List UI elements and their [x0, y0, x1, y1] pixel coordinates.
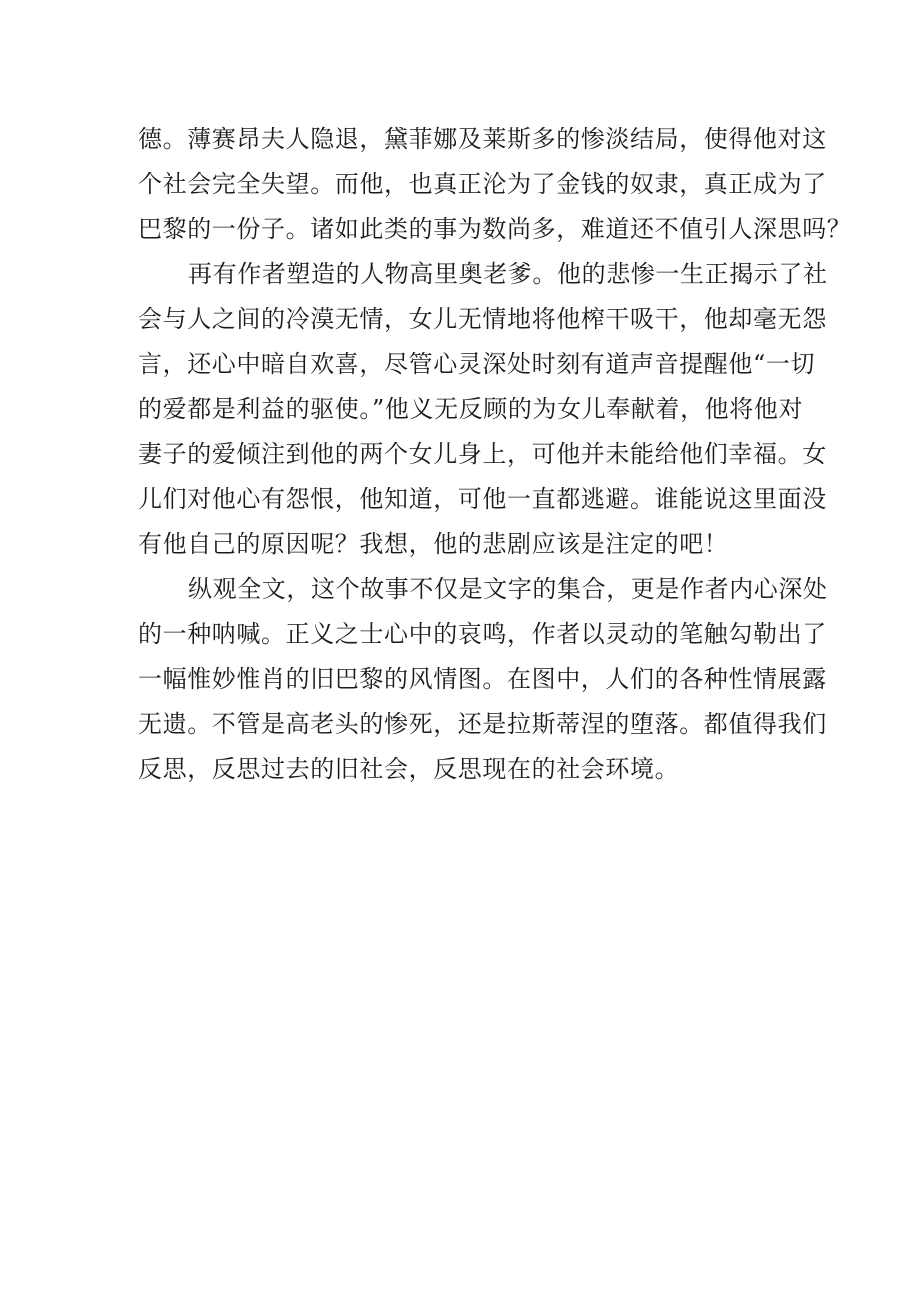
paragraph-3	[138, 567, 828, 792]
paragraph-line: 德。薄赛昂夫人隐退，黛菲娜及莱斯多的惨淡结局，使得他对这	[138, 125, 827, 153]
paragraph-1	[138, 117, 852, 252]
paragraph-line: 的爱都是利益的驱使。”他义无反顾的为女儿奉献着，他将他对	[138, 395, 804, 423]
paragraph-line: 反思，反思过去的旧社会，反思现在的社会环境。	[138, 755, 680, 783]
paragraph-line: 巴黎的一份子。诸如此类的事为数尚多，难道还不值引人深思吗？	[138, 215, 852, 243]
paragraph-line: 个社会完全失望。而他，也真正沦为了金钱的奴隶，真正成为了	[138, 170, 827, 198]
paragraph-line: 妻子的爱倾注到他的两个女儿身上，可他并未能给他们幸福。女	[138, 440, 827, 468]
paragraph-line: 无遗。不管是高老头的惨死，还是拉斯蒂涅的堕落。都值得我们	[138, 710, 827, 738]
paragraph-2	[138, 252, 828, 567]
paragraph-line: 有他自己的原因呢？我想，他的悲剧应该是注定的吧！	[138, 530, 729, 558]
document-body	[138, 117, 852, 792]
paragraph-line: 会与人之间的冷漠无情，女儿无情地将他榨干吸干，他却毫无怨	[138, 305, 827, 333]
paragraph-line: 一幅惟妙惟肖的旧巴黎的风情图。在图中，人们的各种性情展露	[138, 665, 827, 693]
paragraph-line: 的一种呐喊。正义之士心中的哀鸣，作者以灵动的笔触勾勒出了	[138, 620, 827, 648]
paragraph-line: 纵观全文，这个故事不仅是文字的集合，更是作者内心深处	[188, 575, 828, 603]
paragraph-line: 言，还心中暗自欢喜，尽管心灵深处时刻有道声音提醒他“一切	[138, 350, 816, 378]
paragraph-line: 儿们对他心有怨恨，他知道，可他一直都逃避。谁能说这里面没	[138, 485, 827, 513]
paragraph-line: 再有作者塑造的人物高里奥老爹。他的悲惨一生正揭示了社	[188, 260, 828, 288]
